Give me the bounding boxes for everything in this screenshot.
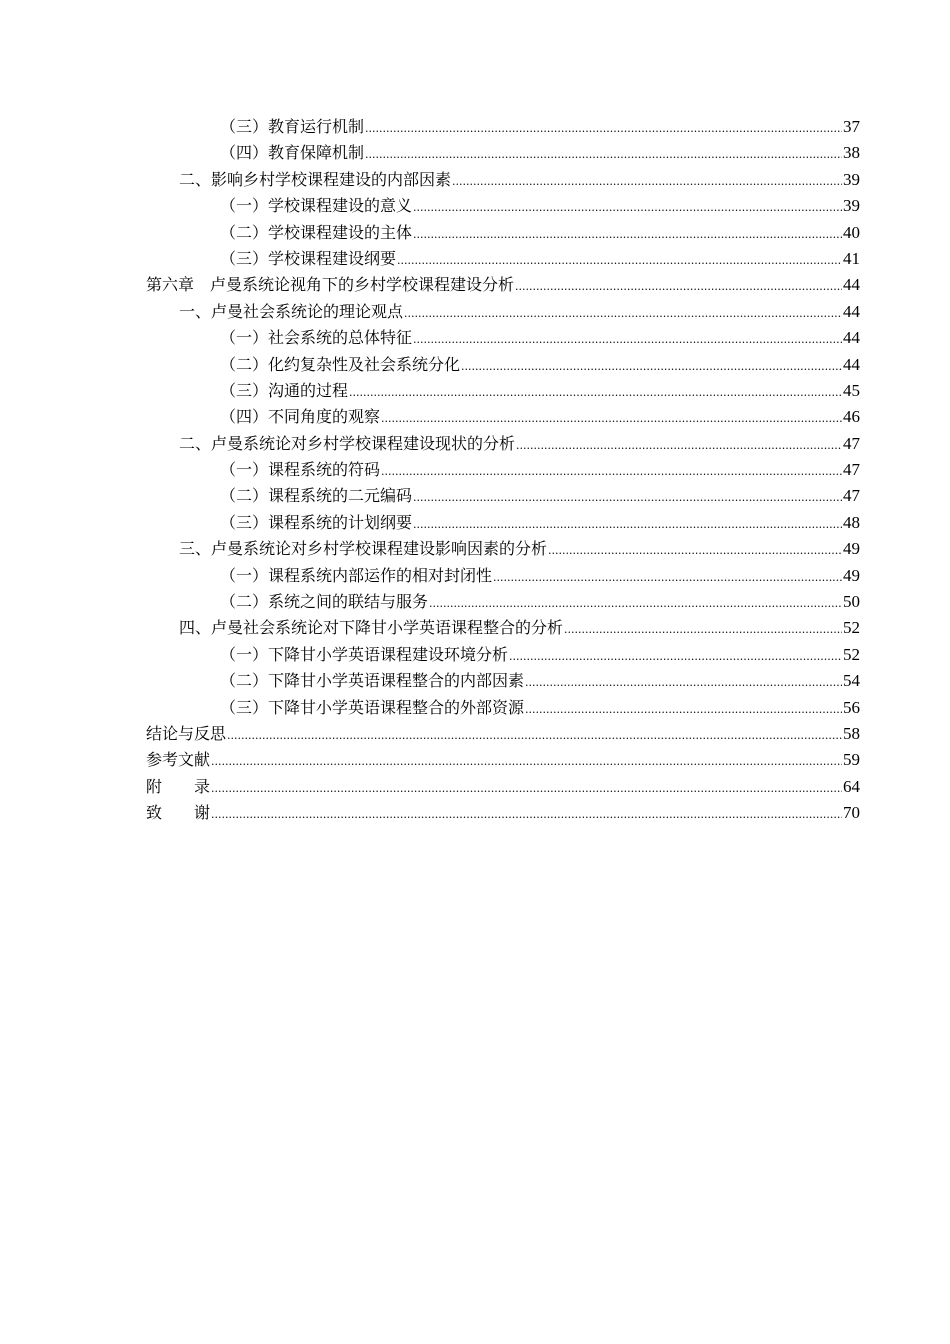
toc-entry-title: （三）沟通的过程 [220,380,349,400]
toc-page-number: 38 [843,143,860,163]
toc-entry-title: （一）社会系统的总体特征 [220,328,413,348]
toc-page-number: 52 [843,644,860,664]
toc-dot-leader [211,749,842,775]
toc-dot-leader [564,617,842,643]
toc-entry[interactable] [146,114,860,140]
toc-page-number: 50 [843,592,860,612]
toc-page-number: 47 [843,460,860,480]
toc-entry-title: （二）系统之间的联结与服务 [220,592,429,612]
toc-page-number: 56 [843,697,860,717]
toc-entry-title: （一）课程系统内部运作的相对封闭性 [220,565,493,585]
toc-page-number: 47 [843,433,860,453]
toc-dot-leader [515,274,842,300]
toc-dot-leader [413,327,842,353]
toc-entry[interactable] [146,747,860,773]
toc-dot-leader [525,697,842,723]
toc-dot-leader [381,406,842,432]
toc-dot-leader [509,644,842,670]
toc-entry-title: （二）下降甘小学英语课程整合的内部因素 [220,671,525,691]
toc-page-number: 39 [843,196,860,216]
toc-entry[interactable] [146,615,860,641]
toc-entry-title: （四）教育保障机制 [220,143,365,163]
toc-entry[interactable] [146,695,860,721]
toc-entry-title: 一、卢曼社会系统论的理论观点 [179,301,404,321]
toc-page-number: 41 [843,248,860,268]
toc-entry-title: 致 谢 [146,803,211,823]
toc-page-number: 49 [843,539,860,559]
toc-dot-leader [413,485,842,511]
toc-dot-leader [413,512,842,538]
toc-entry-title: （三）教育运行机制 [220,117,365,136]
toc-entry[interactable] [146,457,860,483]
toc-page-number: 58 [843,723,860,743]
toc-page-number: 40 [843,222,860,242]
toc-entry[interactable] [146,272,860,298]
toc-entry-title: （三）课程系统的计划纲要 [220,512,413,532]
toc-page-number: 52 [843,618,860,638]
toc-entry[interactable] [146,404,860,430]
toc-entry[interactable] [146,510,860,536]
toc-page-number: 44 [843,328,860,348]
toc-entry[interactable] [146,642,860,668]
toc-entry-title: 附 录 [146,776,211,796]
toc-entry[interactable] [146,483,860,509]
toc-dot-leader [413,195,842,221]
toc-entry[interactable] [146,325,860,351]
toc-dot-leader [413,222,842,248]
toc-dot-leader [461,354,842,380]
toc-page-number: 44 [843,301,860,321]
toc-entry-title: 结论与反思 [146,723,227,743]
toc-entry[interactable] [146,721,860,747]
toc-entry[interactable] [146,352,860,378]
toc-entry-title: 第六章 卢曼系统论视角下的乡村学校课程建设分析 [146,275,515,295]
toc-page-number: 49 [843,565,860,585]
toc-entry-title: （二）学校课程建设的主体 [220,222,413,242]
toc-entry-title: 参考文献 [146,750,211,770]
toc-page-number: 70 [843,803,860,823]
toc-entry[interactable] [146,800,860,826]
toc-entry[interactable] [146,563,860,589]
toc-entry[interactable] [146,167,860,193]
toc-entry[interactable] [146,589,860,615]
toc-dot-leader [227,723,842,749]
toc-entry-title: 二、卢曼系统论对乡村学校课程建设现状的分析 [179,433,516,453]
toc-dot-leader [493,565,842,591]
toc-page-number: 44 [843,275,860,295]
toc-dot-leader [397,248,842,274]
toc-entry-title: 三、卢曼系统论对乡村学校课程建设影响因素的分析 [179,539,548,559]
toc-dot-leader [349,380,842,406]
toc-entry[interactable] [146,299,860,325]
toc-entry-title: （一）学校课程建设的意义 [220,196,413,216]
toc-entry-title: （二）课程系统的二元编码 [220,486,413,506]
toc-entry[interactable] [146,378,860,404]
toc-entry-title: （一）下降甘小学英语课程建设环境分析 [220,644,509,664]
toc-page-number: 64 [843,776,860,796]
toc-dot-leader [365,116,842,142]
toc-entry[interactable] [146,140,860,166]
toc-entry[interactable] [146,220,860,246]
toc-page-number: 45 [843,380,860,400]
toc-page-number: 46 [843,407,860,427]
toc-dot-leader [429,591,842,617]
toc-entry-title: （一）课程系统的符码 [220,460,381,480]
toc-page-number: 54 [843,671,860,691]
toc-entry-title: （三）下降甘小学英语课程整合的外部资源 [220,697,525,717]
toc-entry-title: （四）不同角度的观察 [220,407,381,427]
toc-page-number: 48 [843,512,860,532]
toc-dot-leader [525,670,842,696]
toc-page-number: 59 [843,750,860,770]
toc-entry[interactable] [146,431,860,457]
toc-page-number: 37 [843,117,860,136]
toc-dot-leader [365,142,842,168]
toc-entry[interactable] [146,246,860,272]
toc-page-number: 39 [843,169,860,189]
toc-dot-leader [452,169,842,195]
toc-entry[interactable] [146,193,860,219]
toc-entry-title: （二）化约复杂性及社会系统分化 [220,354,461,374]
toc-entry-title: 四、卢曼社会系统论对下降甘小学英语课程整合的分析 [179,618,564,638]
toc-entry-title: （三）学校课程建设纲要 [220,248,397,268]
toc-dot-leader [211,802,842,828]
toc-entry[interactable] [146,774,860,800]
table-of-contents [146,114,860,827]
toc-dot-leader [381,459,842,485]
toc-dot-leader [404,301,842,327]
toc-dot-leader [516,433,842,459]
toc-page-number: 44 [843,354,860,374]
toc-dot-leader [211,776,842,802]
toc-entry[interactable] [146,668,860,694]
toc-entry-title: 二、影响乡村学校课程建设的内部因素 [179,169,452,189]
toc-page-number: 47 [843,486,860,506]
toc-entry[interactable] [146,536,860,562]
toc-dot-leader [548,538,842,564]
